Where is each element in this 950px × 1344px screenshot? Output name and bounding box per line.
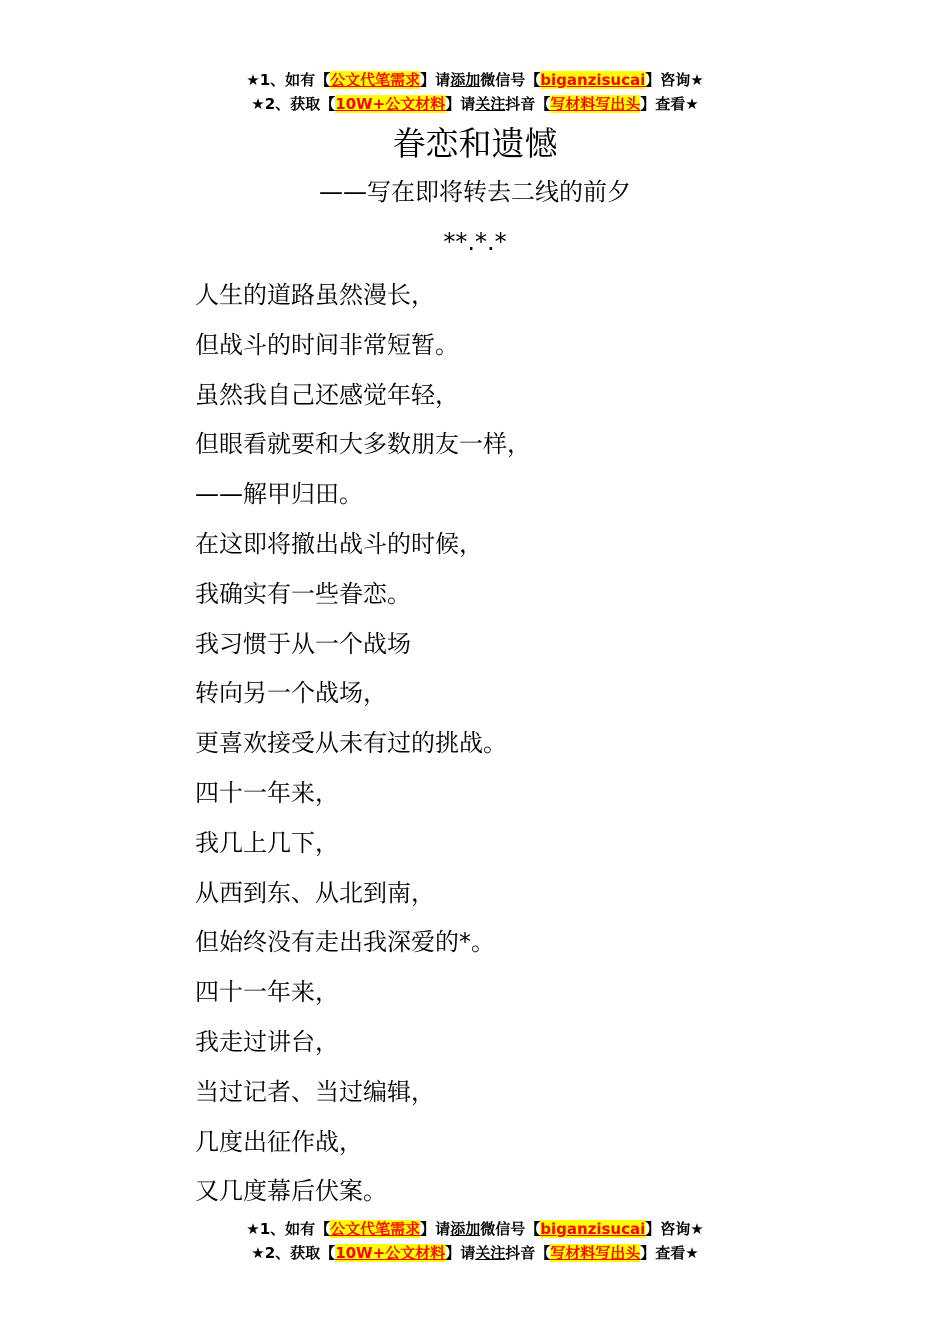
banner-line-1: ★1、如有【公文代笔需求】请添加微信号【biganzisucai】咨询★ (246, 1220, 704, 1238)
poem-line: 我确实有一些眷恋。 (195, 579, 411, 608)
highlight-wechat-id: biganzisucai (540, 71, 646, 89)
document-author: **.*.* (443, 228, 507, 256)
highlight-wechat-id: biganzisucai (540, 1220, 646, 1238)
poem-line: 在这即将撤出战斗的时候， (195, 529, 483, 558)
poem-line: 又几度幕后伏案。 (195, 1177, 387, 1206)
poem-line: 但眼看就要和大多数朋友一样， (195, 430, 531, 459)
poem-body (195, 275, 895, 1221)
poem-line: 转向另一个战场， (195, 679, 387, 708)
highlight-materials: 10W+公文材料 (335, 1244, 446, 1262)
poem-line: 四十一年来， (195, 778, 339, 807)
poem-line: 四十一年来， (195, 978, 339, 1007)
poem-line: 虽然我自己还感觉年轻， (195, 380, 459, 409)
highlight-douyin-id: 写材料写出头 (550, 1244, 641, 1262)
poem-line: 从西到东、从北到南， (195, 878, 435, 907)
poem-line: 但战斗的时间非常短暂。 (195, 330, 459, 359)
poem-line: 人生的道路虽然漫长， (195, 281, 435, 309)
footer-banner (0, 1217, 950, 1265)
poem-line: ——解甲归田。 (195, 480, 363, 509)
highlight-douyin-id: 写材料写出头 (550, 95, 641, 113)
banner-line-1: ★1、如有【公文代笔需求】请添加微信号【biganzisucai】咨询★ (246, 71, 704, 89)
poem-line: 当过记者、当过编辑， (195, 1077, 435, 1106)
poem-line: 我走过讲台， (195, 1027, 339, 1056)
poem-line: 但始终没有走出我深爱的*。 (195, 928, 495, 957)
poem-line: 我习惯于从一个战场 (195, 629, 411, 658)
banner-line-2: ★2、获取【10W+公文材料】请关注抖音【写材料写出头】查看★ (251, 1244, 699, 1262)
header-banner (0, 68, 950, 116)
highlight-materials: 10W+公文材料 (335, 95, 446, 113)
document-title: 眷恋和遗憾 (392, 124, 558, 163)
highlight-service: 公文代笔需求 (330, 1220, 421, 1238)
document-subtitle: ——写在即将转去二线的前夕 (319, 178, 631, 206)
poem-line: 我几上几下， (195, 828, 339, 857)
highlight-service: 公文代笔需求 (330, 71, 421, 89)
banner-line-2: ★2、获取【10W+公文材料】请关注抖音【写材料写出头】查看★ (251, 95, 699, 113)
poem-line: 更喜欢接受从未有过的挑战。 (195, 729, 507, 758)
poem-line: 几度出征作战， (195, 1127, 363, 1156)
